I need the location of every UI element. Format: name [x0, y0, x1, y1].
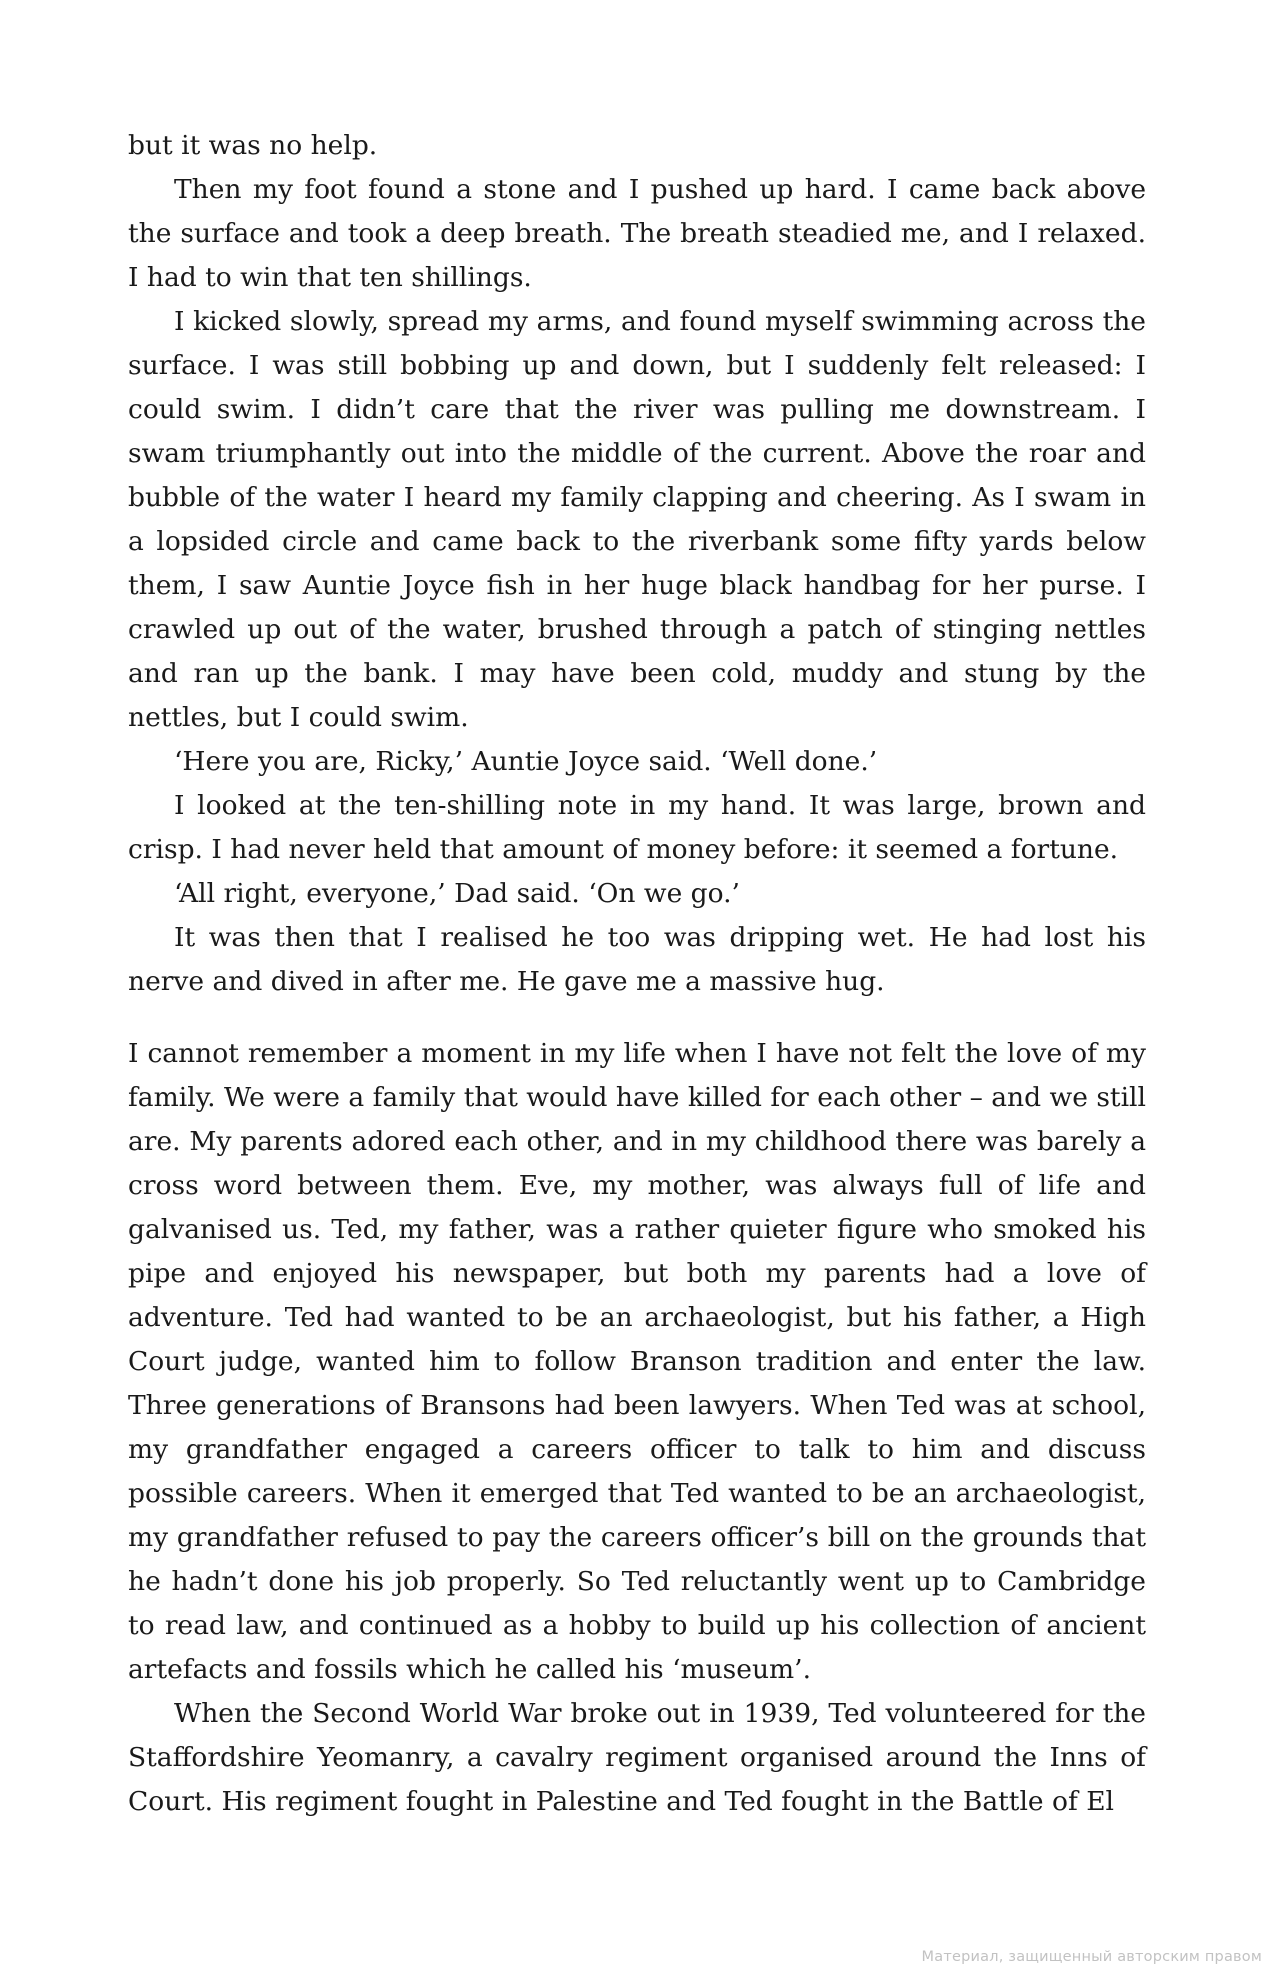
paragraph: I kicked slowly, spread my arms, and found myself swimming across the surface. I was still bobbing up and down, but I suddenly felt released: I could swim. I didn’t care that the river was pulling me downstream. I swam triumphantly out into the middle of the current. Above the roar and bubble of the water I heard my family clapping and cheering. As I swam in a lopsided circle and came back to the riverbank some fifty yards below them, I saw Auntie Joyce fish in her huge black handbag for her purse. I crawled up out of the water, brushed through a patch of stinging nettles and ran up the bank. I may have been cold, muddy and stung by the nettles, but I could swim.	[128, 306, 1146, 733]
paragraph-continuation: but it was no help.	[128, 130, 378, 161]
paragraph: When the Second World War broke out in 1939, Ted volunteered for the Staffordshire Yeomanry, a cavalry regiment organised around the Inns of Court. His regiment fought in Palestine and Ted fought in the Battle of El	[128, 1698, 1146, 1817]
paragraph: ‘All right, everyone,’ Dad said. ‘On we go.’	[174, 878, 740, 909]
paragraph: ‘Here you are, Ricky,’ Auntie Joyce said. ‘Well done.’	[174, 746, 878, 777]
copyright-watermark: Материал, защищенный авторским правом	[921, 1949, 1262, 1965]
book-page	[128, 124, 1146, 1824]
section-break	[128, 1004, 1146, 1032]
paragraph: It was then that I realised he too was dripping wet. He had lost his nerve and dived in after me. He gave me a massive hug.	[128, 922, 1146, 997]
section-first-paragraph: I cannot remember a moment in my life when I have not felt the love of my family. We were a family that would have killed for each other – and we still are. My parents adored each other, and in my childhood there was barely a cross word between them. Eve, my mother, was always full of life and galvanised us. Ted, my father, was a rather quieter figure who smoked his pipe and enjoyed his newspaper, but both my parents had a love of adventure. Ted had wanted to be an archaeologist, but his father, a High Court judge, wanted him to follow Branson tradition and enter the law. Three generations of Bransons had been lawyers. When Ted was at school, my grandfather engaged a careers officer to talk to him and discuss possible careers. When it emerged that Ted wanted to be an archaeologist, my grandfather refused to pay the careers officer’s bill on the grounds that he hadn’t done his job properly. So Ted reluctantly went up to Cambridge to read law, and continued as a hobby to build up his collection of ancient artefacts and fossils which he called his ‘museum’.	[128, 1038, 1146, 1685]
paragraph: I looked at the ten-shilling note in my hand. It was large, brown and crisp. I had never held that amount of money before: it seemed a fortune.	[128, 790, 1146, 865]
paragraph: Then my foot found a stone and I pushed up hard. I came back above the surface and took a deep breath. The breath steadied me, and I relaxed. I had to win that ten shillings.	[128, 174, 1146, 293]
